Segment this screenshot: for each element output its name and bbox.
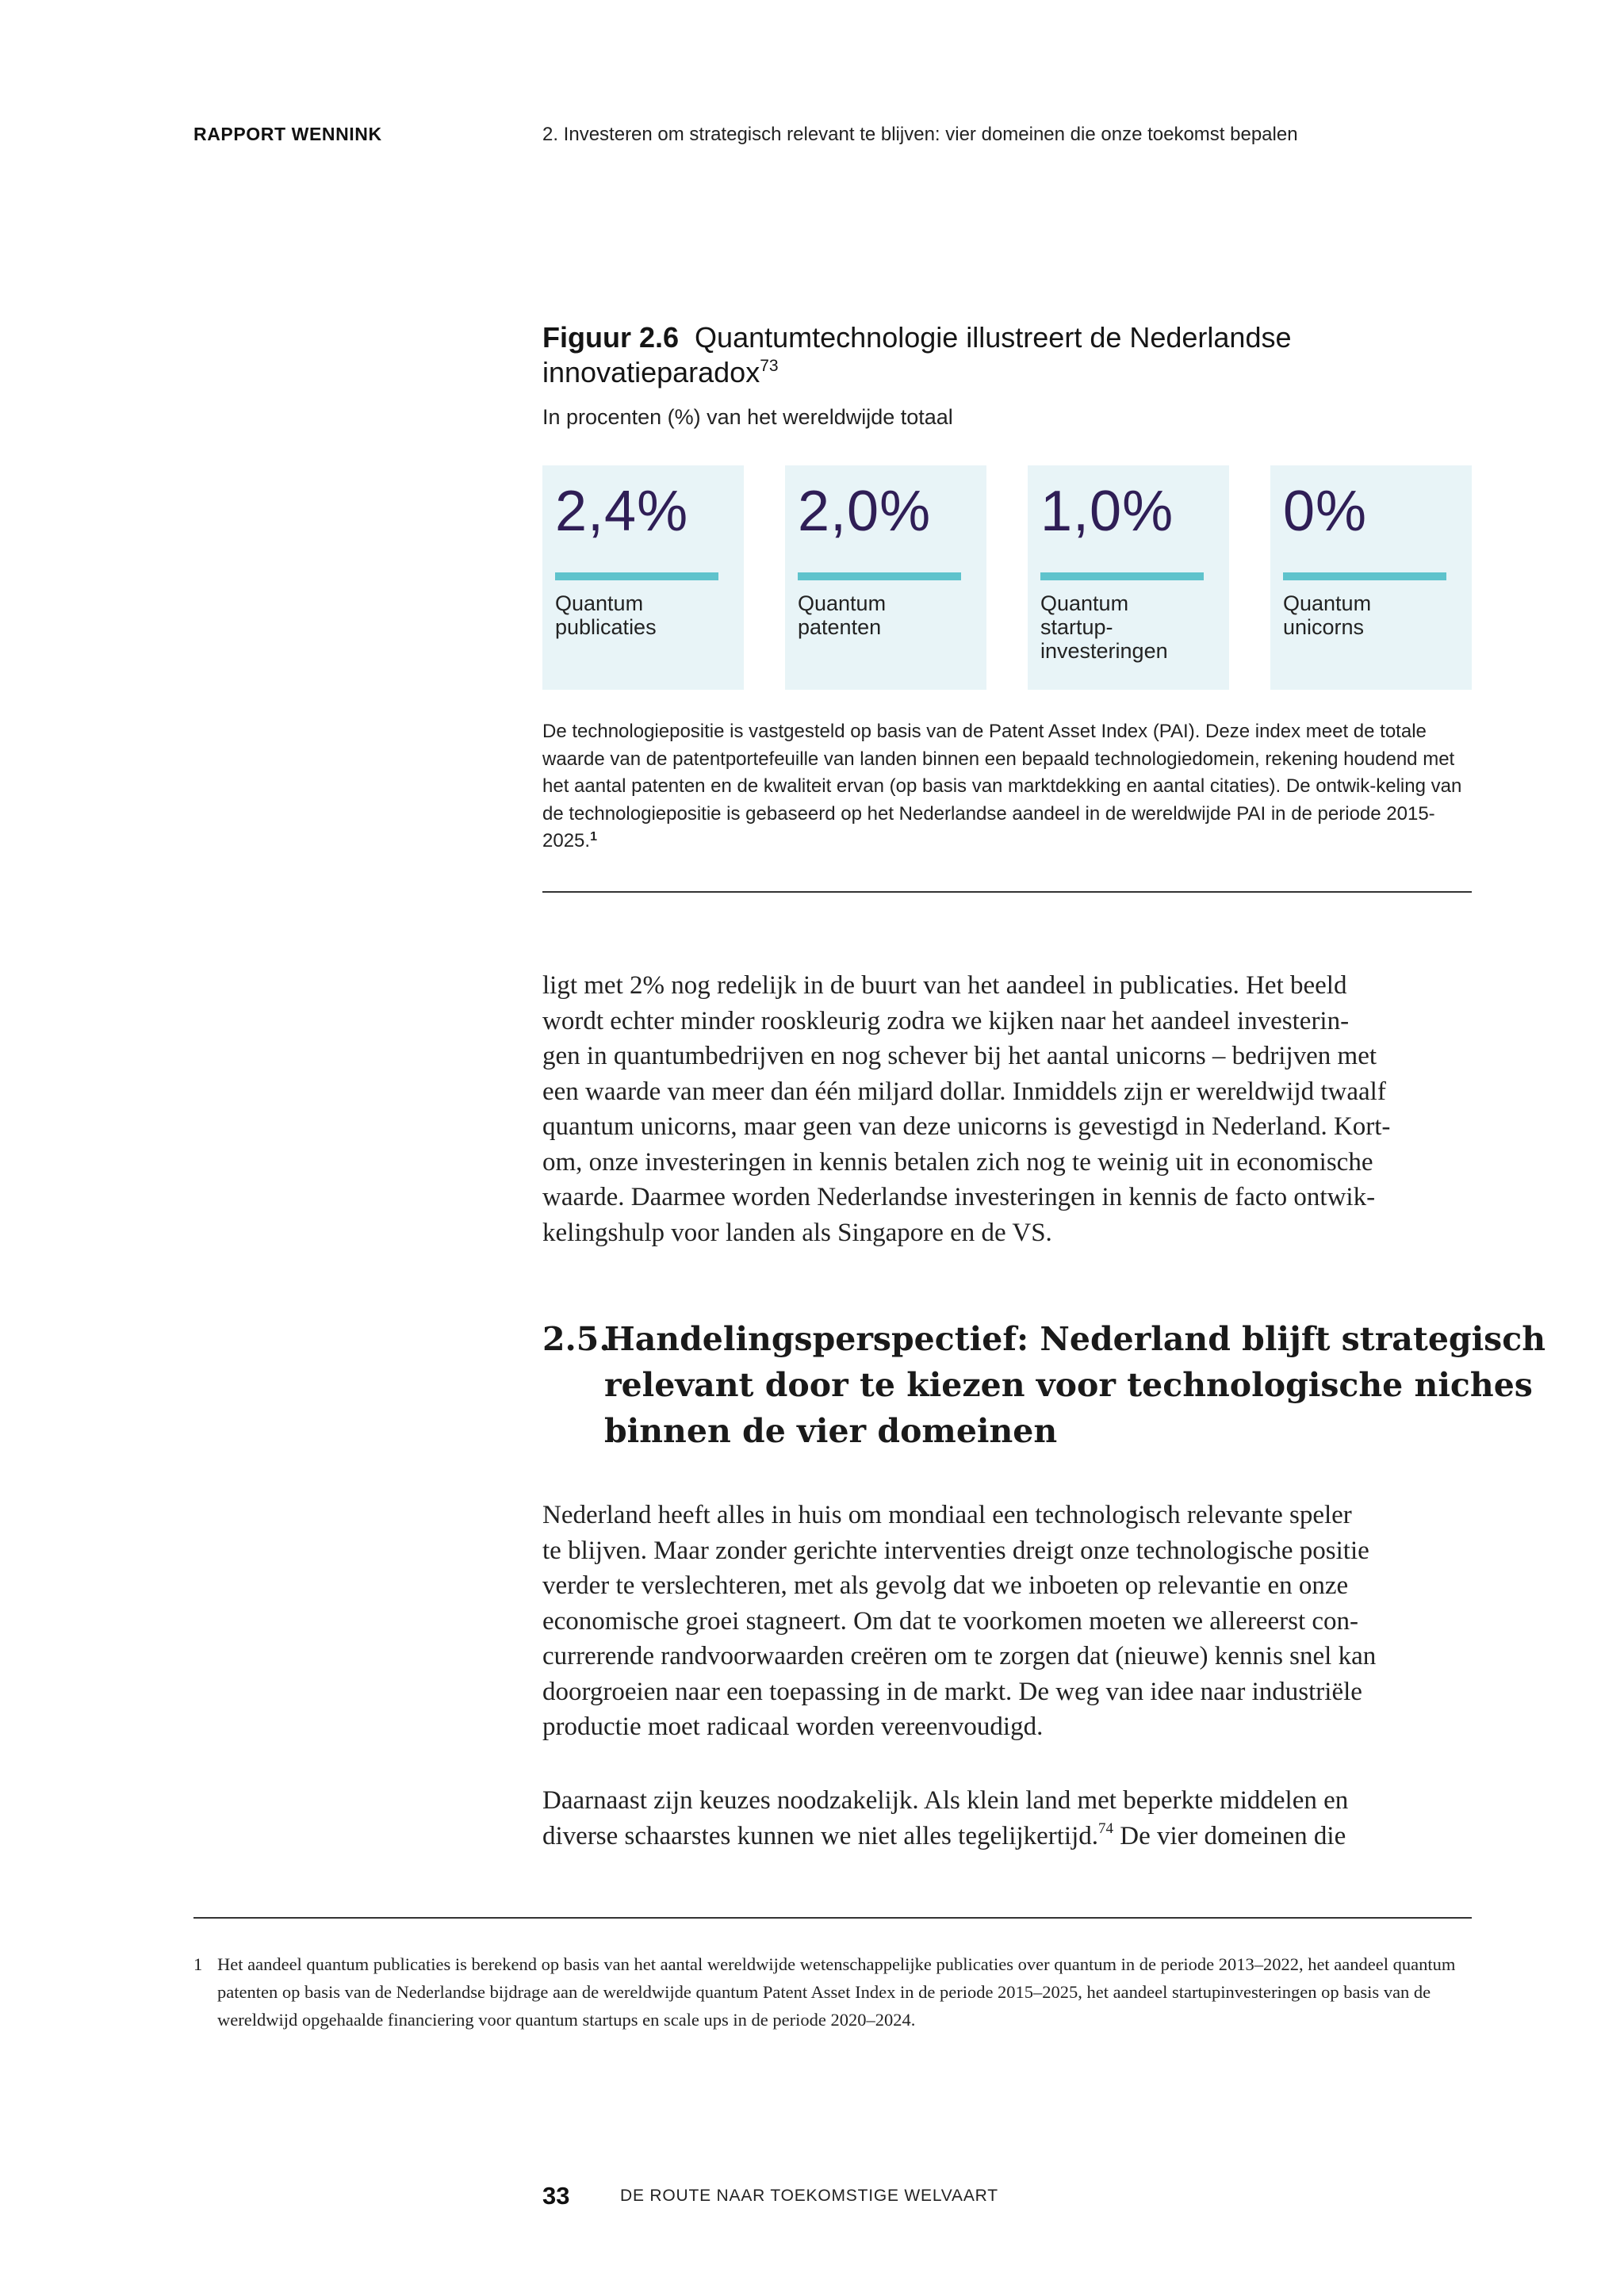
section-heading-line: relevant door te kiezen voor technologische niches xyxy=(604,1366,1533,1404)
section-number: 2.5. xyxy=(542,1320,611,1358)
stat-accent-bar xyxy=(1283,572,1446,580)
footnote-divider xyxy=(193,1917,1472,1919)
running-header-chapter: 2. Investeren om strategisch relevant te blijven: vier domeinen die onze toekomst bepalen xyxy=(542,124,1298,145)
stat-label: Quantum startup- investeringen xyxy=(1040,591,1168,663)
stat-value: 2,4% xyxy=(555,480,689,543)
figure-subtitle: In procenten (%) van het wereldwijde totaal xyxy=(542,405,953,429)
stat-label: Quantum patenten xyxy=(798,591,887,639)
stat-value: 2,0% xyxy=(798,480,932,543)
stat-card-unicorns xyxy=(1270,465,1472,690)
page-number: 33 xyxy=(542,2182,570,2210)
figure-note-text: De technologiepositie is vastgesteld op basis van de Patent Asset Index (PAI). Deze index meet de totale waarde van de patentportefeuille van landen binnen een bepaald technologiedomein, rekening houdend met het aantal patenten en de kwaliteit ervan (op basis van marktdekking en aantal citaties). De ontwik-keling van de technologiepositie is gebaseerd op het Nederlandse aandeel in de wereldwijde PAI in de periode 2015-2025. xyxy=(542,721,1462,851)
figure-title-reference: 73 xyxy=(760,357,779,375)
body-paragraph xyxy=(542,968,1486,1250)
stat-card-publications xyxy=(542,465,744,690)
figure-note-reference: 1 xyxy=(590,830,597,844)
paragraph-text: diverse schaarstes kunnen we niet alles tegelijkertijd. xyxy=(542,1821,1099,1850)
footnote-number: 1 xyxy=(193,1954,203,1974)
stat-accent-bar xyxy=(1040,572,1204,580)
stat-value: 0% xyxy=(1283,480,1368,543)
section-heading-line: Handelingsperspectief: Nederland blijft strategisch xyxy=(604,1320,1545,1358)
stat-card-startup-investments xyxy=(1028,465,1229,690)
paragraph-text: De vier domeinen die xyxy=(1113,1821,1346,1850)
stat-card-patents xyxy=(785,465,986,690)
running-footer-title: DE ROUTE NAAR TOEKOMSTIGE WELVAART xyxy=(620,2187,998,2205)
figure-title xyxy=(542,320,1478,390)
stat-accent-bar xyxy=(798,572,961,580)
running-header-title: RAPPORT WENNINK xyxy=(193,124,382,144)
body-paragraph xyxy=(542,1498,1486,1745)
paragraph-text: ligt met 2% nog redelijk in de buurt van het aandeel in publicaties. Het beeld wordt echter minder rooskleurig zodra we kijken naar het aandeel investerin- gen in quantumbedrijven en nog schever bij het aantal unicorns – bedrijven met een waarde van meer dan één miljard dollar. Inmiddels zijn er wereldwijd twaalf quantum unicorns, maar geen van deze unicorns is gevestigd in Nederland. Kort- om, onze investeringen in kennis betalen zich nog te weinig uit in economische waarde. Daarmee worden Nederlandse investeringen in kennis de facto ontwik- kelingshulp voor landen als Singapore en de VS. xyxy=(542,971,1391,1247)
stat-accent-bar xyxy=(555,572,718,580)
footnote-text: Het aandeel quantum publicaties is berekend op basis van het aantal wereldwijde wetenschappelijke publicaties over quantum in de periode 2013–2022, het aandeel quantum patenten op basis van de Nederlandse bijdrage aan de wereldwijde quantum Patent Asset Index in de periode 2015–2025, het aandeel startupinvesteringen op basis van de wereldwijd opgehaalde financiering voor quantum startups en scale ups in de periode 2020–2024. xyxy=(217,1954,1456,2030)
endnote-reference: 74 xyxy=(1098,1820,1114,1837)
figure-title-text: Quantumtechnologie illustreert de Nederlandse innovatieparadox xyxy=(542,321,1292,388)
footnote xyxy=(193,1950,1478,2034)
stat-label: Quantum unicorns xyxy=(1283,591,1372,639)
section-heading-line: binnen de vier domeinen xyxy=(604,1412,1058,1450)
stat-label: Quantum publicaties xyxy=(555,591,657,639)
figure-note xyxy=(542,718,1478,855)
paragraph-text: Nederland heeft alles in huis om mondiaal een technologisch relevante speler te blijven. Maar zonder gerichte interventies dreigt onze technologische positie verder te verslechteren, met als gevolg dat we inboeten op relevantie en onze economische groei stagneert. Om dat te voorkomen moeten we allereerst con- currerende randvoorwaarden creëren om te zorgen dat (nieuwe) kennis snel kan doorgroeien naar een toepassing in de markt. De weg van idee naar industriële productie moet radicaal worden vereenvoudigd. xyxy=(542,1501,1377,1741)
figure-label: Figuur 2.6 xyxy=(542,321,680,354)
section-heading xyxy=(542,1316,1545,1454)
paragraph-text: Daarnaast zijn keuzes noodzakelijk. Als klein land met beperkte middelen en xyxy=(542,1786,1349,1815)
figure-divider xyxy=(542,891,1472,893)
body-paragraph xyxy=(542,1783,1486,1854)
stat-value: 1,0% xyxy=(1040,480,1174,543)
